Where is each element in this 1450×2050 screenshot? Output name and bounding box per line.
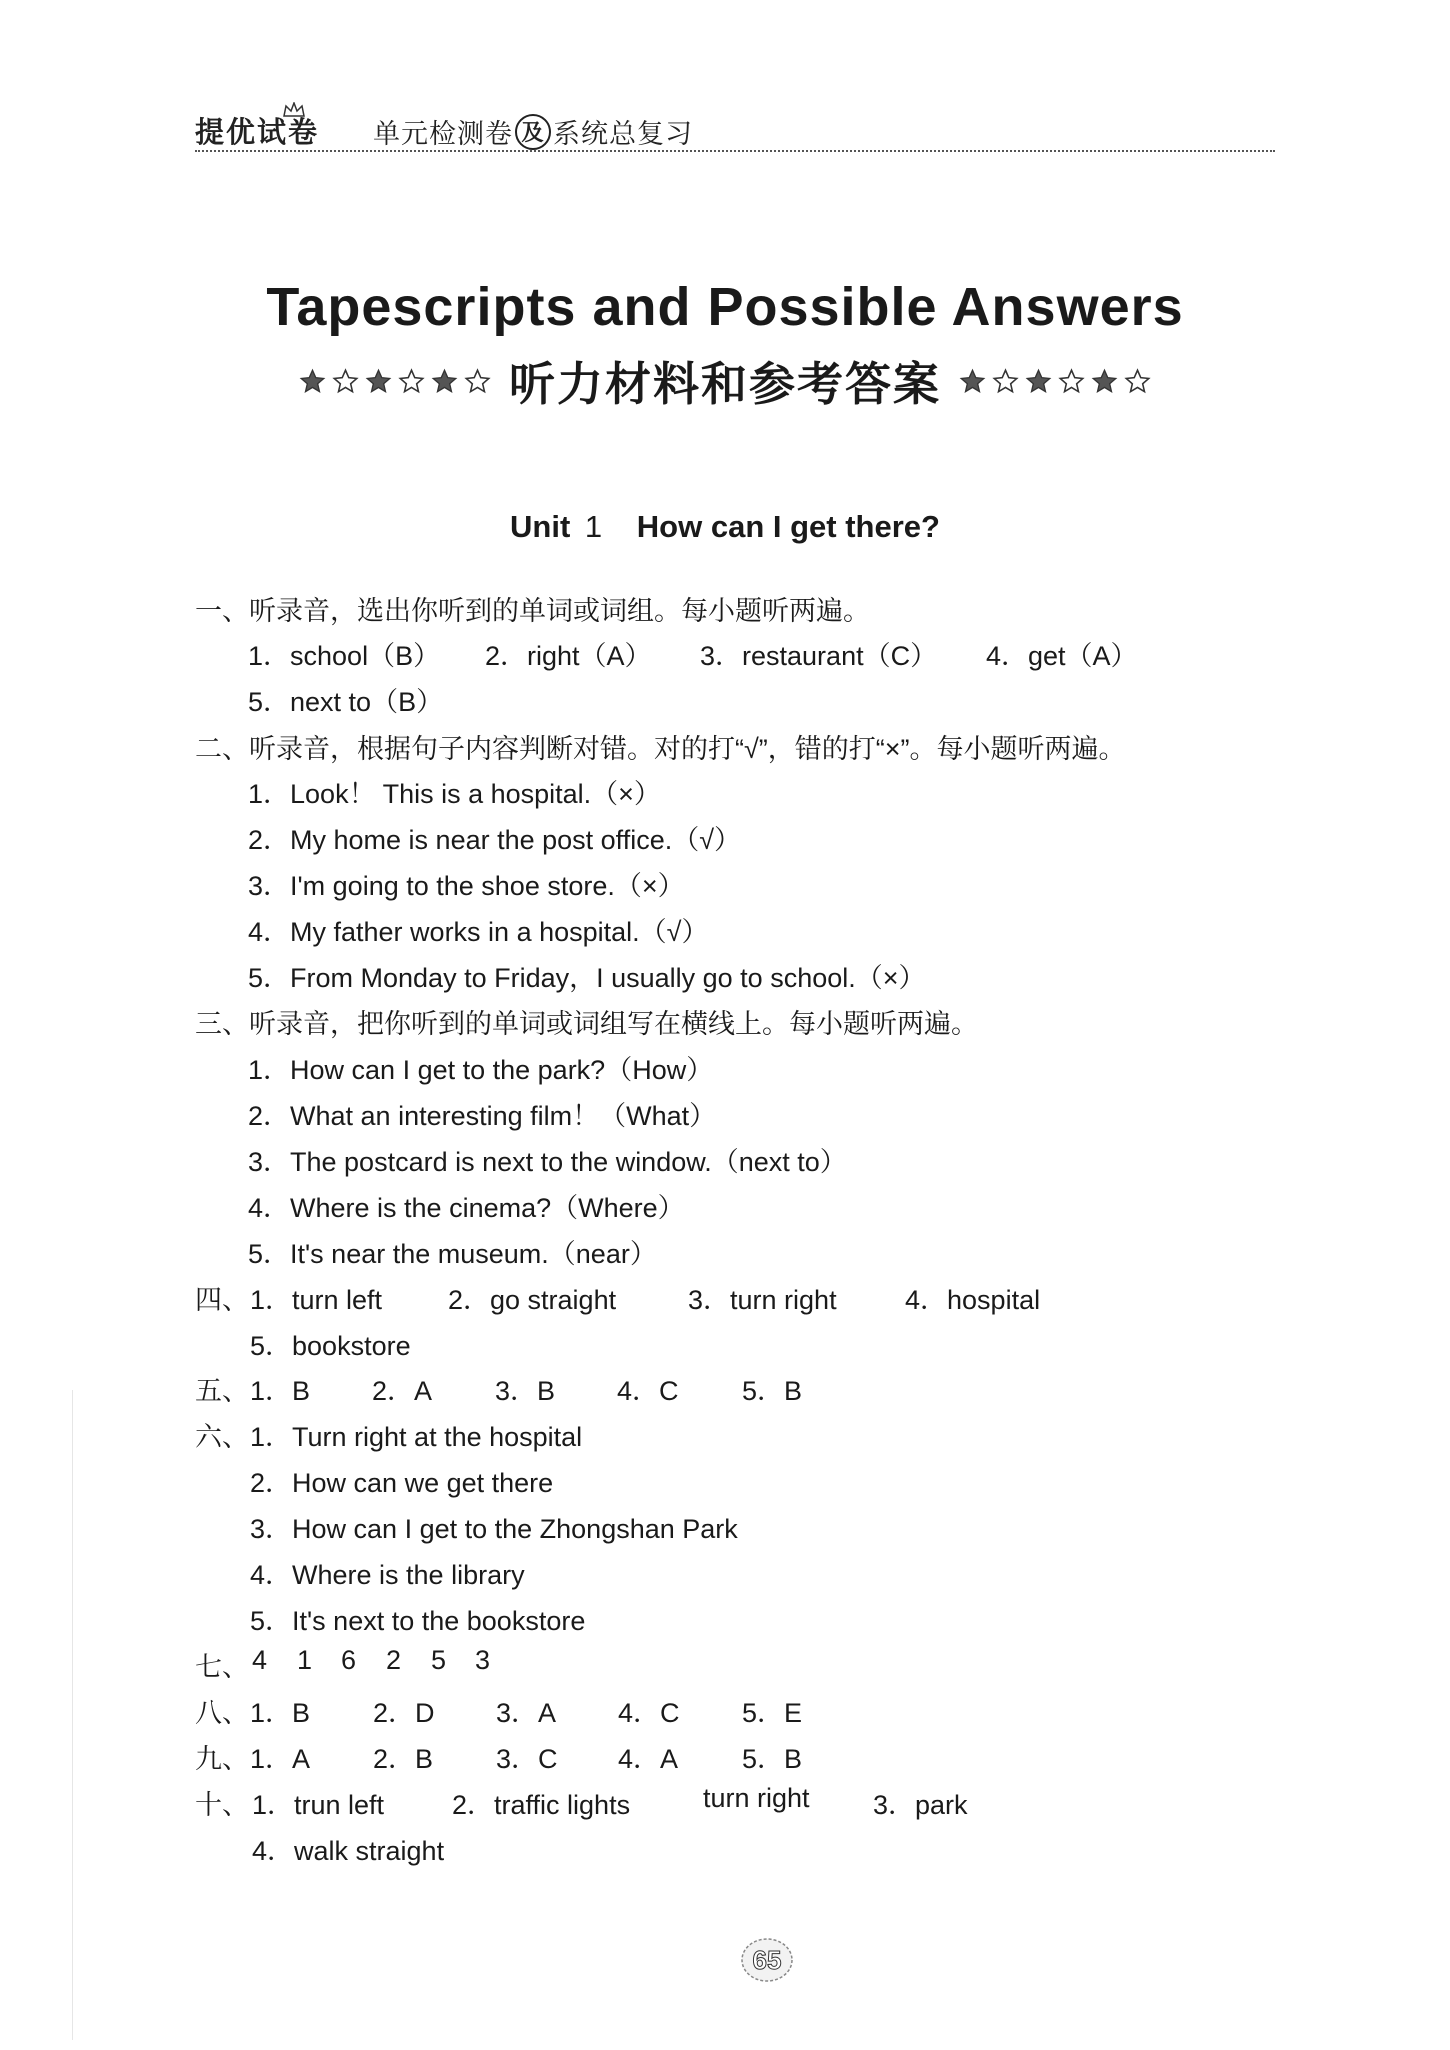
answer-item: 5．It's next to the bookstore (250, 1606, 586, 1636)
section-7-label: 七、 (195, 1652, 249, 1682)
section-4-label: 四、 (195, 1285, 249, 1315)
answer-item: 4．get（A） (986, 641, 1138, 671)
star-filled-icon (1091, 368, 1118, 395)
answer-item: 3．The postcard is next to the window.（next to） (248, 1147, 847, 1177)
star-outline-icon (464, 368, 491, 395)
series-logo (195, 110, 319, 150)
answer-item: 5 (431, 1645, 447, 1675)
star-filled-icon (431, 368, 458, 395)
answer-row (0, 1737, 1450, 1773)
answer-item: 1．Look！ This is a hospital.（×） (248, 779, 661, 809)
answer-item: 4．Where is the cinema?（Where） (248, 1193, 685, 1223)
star-outline-icon (398, 368, 425, 395)
answer-row (0, 634, 1450, 670)
unit-label: Unit (510, 509, 571, 544)
answer-item: 4．C (618, 1698, 680, 1728)
answer-row (0, 1415, 1450, 1451)
answer-item: 3．park (873, 1790, 968, 1820)
answer-item: 1．A (250, 1744, 311, 1774)
page-number-text: 65 (752, 1944, 782, 1975)
answer-item: 4．Where is the library (250, 1560, 525, 1590)
star-filled-icon (365, 368, 392, 395)
answer-item: 2．B (373, 1744, 434, 1774)
answer-item: 1．Turn right at the hospital (250, 1422, 583, 1452)
answer-item: 4．C (617, 1376, 679, 1406)
answer-row (0, 680, 1450, 716)
unit-title-text: How can I get there? (636, 509, 940, 544)
answer-item: 5．B (742, 1744, 803, 1774)
answer-item: 4．A (618, 1744, 679, 1774)
answer-item: 5．B (742, 1376, 803, 1406)
answer-item: 2．My home is near the post office.（√） (248, 825, 742, 855)
header-subtitle (373, 112, 693, 151)
answer-item: 1 (297, 1645, 313, 1675)
stars-right (959, 368, 1151, 395)
star-filled-icon (1025, 368, 1052, 395)
section-1-instruction: 一、听录音，选出你听到的单词或词组。每小题听两遍。 (195, 596, 870, 626)
star-outline-icon (1058, 368, 1085, 395)
header-divider (195, 150, 1275, 152)
answer-item: 6 (341, 1645, 357, 1675)
answer-item: 2．right（A） (485, 641, 652, 671)
answer-item: 1．B (250, 1376, 311, 1406)
section-3-instruction: 三、听录音，把你听到的单词或词组写在横线上。每小题听两遍。 (195, 1009, 978, 1039)
answer-row (0, 1278, 1450, 1314)
answer-item: 1．school（B） (248, 641, 441, 671)
answer-item: 4 (252, 1645, 268, 1675)
title-cn-row (0, 350, 1450, 412)
answer-item: 5．bookstore (250, 1331, 411, 1361)
answer-row (0, 1645, 1450, 1681)
section-5-label: 五、 (195, 1376, 249, 1406)
page-edge-line (72, 1390, 73, 2040)
page-header (195, 100, 1275, 152)
answer-item: 3．C (496, 1744, 558, 1774)
answer-item: 2．traffic lights (452, 1790, 631, 1820)
answer-item: 1．B (250, 1698, 311, 1728)
answer-item: 5．It's near the museum.（near） (248, 1239, 657, 1269)
unit-heading (0, 509, 1450, 545)
answer-item: turn right (703, 1783, 810, 1813)
star-outline-icon (1124, 368, 1151, 395)
answer-item: 4．walk straight (252, 1836, 445, 1866)
star-outline-icon (332, 368, 359, 395)
answer-item: 2．go straight (448, 1285, 617, 1315)
page-title-cn: 听力材料和参考答案 (509, 357, 941, 411)
answer-item: 3 (475, 1645, 491, 1675)
star-filled-icon (959, 368, 986, 395)
star-filled-icon (299, 368, 326, 395)
answer-item: 5．next to（B） (248, 687, 444, 717)
section-9-label: 九、 (195, 1744, 249, 1774)
star-outline-icon (992, 368, 1019, 395)
section-8-label: 八、 (195, 1698, 249, 1728)
answer-item: 3．turn right (688, 1285, 837, 1315)
answer-item: 3．How can I get to the Zhongshan Park (250, 1514, 738, 1544)
crown-icon (283, 102, 305, 118)
logo-text: 提优试卷 (195, 114, 320, 149)
page-title: Tapescripts and Possible Answers (266, 277, 1184, 337)
answer-item: 1．trun left (252, 1790, 385, 1820)
answer-item: 1．How can I get to the park?（How） (248, 1055, 714, 1085)
answer-item: 2．What an interesting film！（What） (248, 1101, 717, 1131)
answer-row (0, 1369, 1450, 1405)
section-10-label: 十、 (195, 1790, 249, 1820)
answer-row (0, 1691, 1450, 1727)
answer-item: 4．My father works in a hospital.（√） (248, 917, 709, 947)
answer-item: 5．From Monday to Friday，I usually go to school.（×） (248, 963, 926, 993)
answer-item: 2．D (373, 1698, 435, 1728)
answer-item: 3．A (496, 1698, 557, 1728)
section-2-instruction: 二、听录音，根据句子内容判断对错。对的打“√”，错的打“×”。每小题听两遍。 (195, 734, 1126, 764)
answer-item: 2．A (372, 1376, 433, 1406)
answer-item: 5．E (742, 1698, 803, 1728)
answer-item: 3．I'm going to the shoe store.（×） (248, 871, 685, 901)
answer-item: 2．How can we get there (250, 1468, 554, 1498)
answer-item: 4．hospital (905, 1285, 1041, 1315)
stars-left (299, 368, 491, 395)
page-number (740, 1937, 794, 1983)
answer-item: 3．B (495, 1376, 556, 1406)
answer-item: 2 (386, 1645, 402, 1675)
header-subtitle-part2: 系统总复习 (553, 119, 693, 149)
answer-item: 1．turn left (250, 1285, 383, 1315)
answer-item: 3．restaurant（C） (700, 641, 938, 671)
header-circle-char: 及 (515, 114, 551, 150)
answer-row (0, 1783, 1450, 1819)
unit-number: 1 (584, 509, 603, 544)
section-6-label: 六、 (195, 1422, 249, 1452)
header-subtitle-part1: 单元检测卷 (373, 119, 513, 149)
